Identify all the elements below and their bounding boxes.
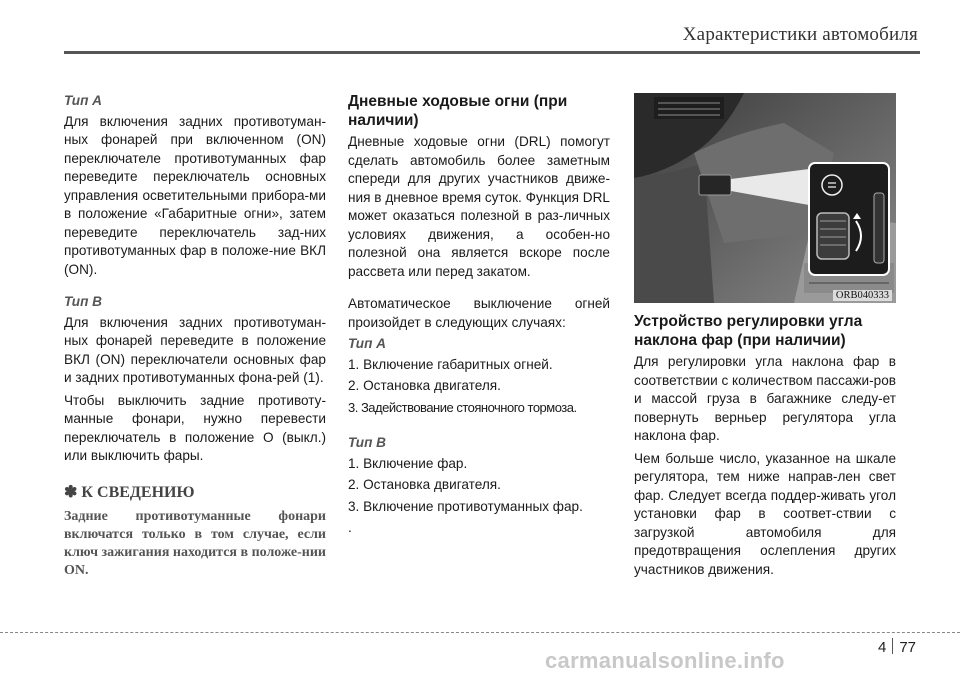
- type-a-label: Тип А: [64, 93, 102, 108]
- type-b-text: Для включения задних противотуман-ных фонарей переведите в положение ВКЛ (ON) переключатели основных фар и задних противотуманных фона-рей (1).: [64, 314, 326, 385]
- leveling-para-1: Для регулировки угла наклона фар в соответствии с количеством пассажи-ров и массой груза в багажнике следу-ет повернуть верньер регулятора угла наклона фар.: [634, 354, 896, 443]
- footer-rule: [0, 632, 960, 633]
- header-rule: [64, 51, 920, 54]
- fog-off-text: Чтобы выключить задние противоту-манные фонари, нужно перевести переключатель в положение O (выкл.) или выключить фары.: [64, 392, 326, 463]
- list-item: 1. Включение габаритных огней.: [348, 356, 553, 372]
- list-item: 2. Остановка двигателя.: [348, 477, 501, 492]
- photo-code: ORB040333: [833, 290, 892, 301]
- list-item: 1. Включение фар.: [348, 455, 468, 471]
- page-number-value: 77: [899, 639, 916, 656]
- headlight-leveling-photo: [634, 93, 896, 303]
- section-number: 4: [877, 639, 887, 656]
- drl-heading: Дневные ходовые огни (при наличии): [348, 93, 568, 129]
- dashboard-illustration: [634, 93, 896, 303]
- leveling-heading: Устройство регулировки угла наклона фар (при наличии): [634, 313, 863, 349]
- left-column: [64, 92, 326, 580]
- watermark: carmanualsonline.info: [545, 648, 785, 673]
- list-item: 3. Включение противотуманных фар.: [348, 498, 583, 514]
- list-item: 2. Остановка двигателя.: [348, 378, 501, 393]
- right-column: [634, 312, 896, 579]
- middle-column: [348, 92, 610, 541]
- page-number: [878, 638, 916, 656]
- leveling-para-2: Чем больше число, указанное на шкале регулятора, тем ниже направ-лен свет фар. Следует всегда поддер-живать угол установки фар в соответ-ствии с загрузкой автомобиля для предотвращения ослепления других участников движения.: [634, 450, 896, 577]
- mid-type-a-label: Тип А: [348, 336, 386, 351]
- mid-type-b-label: Тип В: [348, 435, 386, 450]
- list-item: 3. Задействование стояночного тормоза.: [348, 399, 577, 415]
- running-header: Характеристики автомобиля: [682, 24, 918, 45]
- auto-off-text: Автоматическое выключение огней произойдет в следующих случаях:: [348, 296, 610, 330]
- notice-title: ✽ К СВЕДЕНИЮ: [64, 483, 195, 501]
- type-b-label: Тип В: [64, 294, 102, 309]
- type-a-text: Для включения задних противотуман-ных фонарей при включенном (ON) переключателе противотуманных фар переведите переключатель основных управления осветительными прибора-ми в положение «Габаритные огни», затем переведите переключатель зад-них противотуманных фар в положе-ние ВКЛ (ON).: [64, 113, 326, 277]
- notice-text: Задние противотуманные фонари включатся только в том случае, если ключ зажигания находится в положе-нии ON.: [64, 509, 326, 578]
- trailing-dot: .: [348, 520, 352, 535]
- drl-text: Дневные ходовые огни (DRL) помогут сделать автомобиль более заметным спереди для других участников движе-ния в дневное время суток. Функция DRL может оказаться полезной в раз-личных условиях движения, а особен-но полезной она является вскоре после рассвета или перед закатом.: [348, 134, 610, 279]
